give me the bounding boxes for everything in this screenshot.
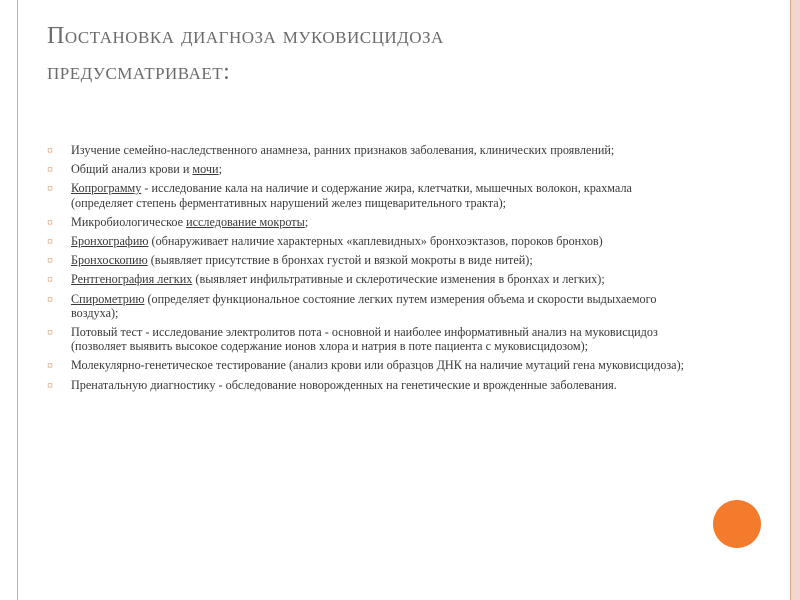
bullet-icon: ¤ — [47, 377, 53, 392]
bullet-link[interactable]: Спирометрию — [71, 291, 145, 306]
bullet-icon: ¤ — [47, 143, 53, 157]
list-item — [47, 143, 687, 157]
bullet-link[interactable]: исследование мокроты — [186, 214, 305, 229]
list-item — [47, 234, 687, 248]
list-item — [47, 253, 687, 267]
orange-circle-icon — [713, 500, 761, 548]
bullet-text: Микробиологическое — [71, 214, 187, 229]
bullet-text: Общий анализ крови и — [71, 162, 193, 177]
bullet-icon: ¤ — [47, 325, 53, 340]
bullet-text: Молекулярно-генетическое тестирование (анализ крови или образцов ДНК на наличие мутаций гена муковисцидоза); — [71, 358, 685, 373]
bullet-icon: ¤ — [47, 234, 53, 249]
title-line-2: предусматривает: — [47, 59, 231, 85]
list-item — [47, 162, 687, 176]
bullet-icon: ¤ — [47, 291, 53, 306]
bullet-text: (выявляет присутствие в бронхах густой и вязкой мокроты в виде нитей); — [147, 253, 533, 268]
bullet-text: ; — [304, 214, 309, 229]
bullet-text: (определяет функциональное состояние легких путем измерения объема и скорости выдыхаемого воздуха); — [71, 291, 657, 320]
bullet-text: Изучение семейно-наследственного анамнеза, ранних признаков заболевания, клинических проявлений; — [71, 143, 615, 157]
list-item — [47, 358, 687, 372]
bullet-text: (обнаруживает наличие характерных «каплевидных» бронхоэктазов, пороков бронхов) — [148, 234, 603, 249]
bullet-icon: ¤ — [47, 253, 53, 268]
right-edge-stripe — [791, 0, 800, 600]
bullet-icon: ¤ — [47, 181, 53, 196]
bullet-link[interactable]: Бронхоскопию — [71, 253, 148, 268]
list-item — [47, 325, 687, 353]
list-item — [47, 215, 687, 229]
list-item — [47, 272, 687, 286]
bullet-text: Потовый тест - исследование электролитов пота - основной и наиболее информативный анализ на муковисцидоз (позволяет выявить высокое содержание ионов хлора и натрия в поте пациента с муковисцидозом); — [71, 325, 658, 354]
bullet-link[interactable]: Бронхографию — [71, 234, 149, 249]
bullet-text: (выявляет инфильтративные и склеротические изменения в бронхах и легких); — [192, 272, 605, 287]
bullet-text: Пренатальную диагностику - обследование новорожденных на генетические и врожденные заболевания. — [71, 377, 617, 392]
bullet-icon: ¤ — [47, 272, 53, 287]
list-item — [47, 378, 687, 392]
bullet-link[interactable]: Копрограмму — [71, 181, 142, 196]
bullet-text: - исследование кала на наличие и содержание жира, клетчатки, мышечных волокон, крахмала (определяет степень ферментативных нарушений желез пищеварительного тракта); — [71, 181, 632, 210]
list-item — [47, 292, 687, 320]
bullet-link[interactable]: мочи — [192, 162, 219, 177]
slide-title — [47, 18, 747, 90]
bullet-text: ; — [218, 162, 222, 177]
bullet-link[interactable]: Рентгенография легких — [71, 272, 193, 287]
bullet-icon: ¤ — [47, 358, 53, 373]
title-line-1: Постановка диагноза муковисцидоза — [47, 23, 444, 49]
bullet-list — [47, 143, 687, 397]
bullet-icon: ¤ — [47, 214, 53, 229]
bullet-icon: ¤ — [47, 162, 53, 177]
list-item — [47, 181, 687, 209]
